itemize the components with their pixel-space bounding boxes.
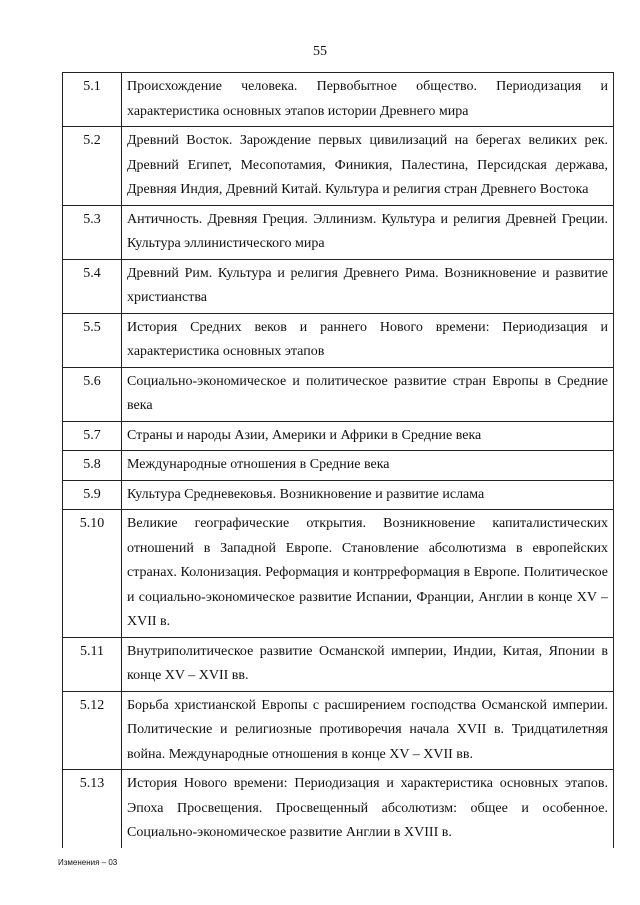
row-topic: Античность. Древняя Греция. Эллинизм. Культура и религия Древней Греции. Культура эллинистического мира <box>122 205 614 259</box>
table-row <box>63 510 614 638</box>
table-row <box>63 313 614 367</box>
row-topic: Борьба христианской Европы с расширением господства Османской империи. Политические и религиозные противоречия начала XVII в. Тридцатилетняя война. Международные отношения в конце XV – XVII вв. <box>122 691 614 770</box>
table-row <box>63 421 614 451</box>
row-number: 5.13 <box>63 770 122 848</box>
topics-table <box>62 72 614 848</box>
footer-revision: Изменения – 03 <box>58 858 118 867</box>
row-topic: Древний Рим. Культура и религия Древнего Рима. Возникновение и развитие христианства <box>122 259 614 313</box>
row-number: 5.3 <box>63 205 122 259</box>
row-number: 5.4 <box>63 259 122 313</box>
row-topic: Международные отношения в Средние века <box>122 451 614 481</box>
row-number: 5.11 <box>63 637 122 691</box>
table-row <box>63 205 614 259</box>
table-row <box>63 127 614 206</box>
table-row <box>63 451 614 481</box>
row-topic: История Средних веков и раннего Нового времени: Периодизация и характеристика основных этапов <box>122 313 614 367</box>
row-topic: Происхождение человека. Первобытное общество. Периодизация и характеристика основных этапов истории Древнего мира <box>122 73 614 127</box>
table-row <box>63 367 614 421</box>
table-row <box>63 480 614 510</box>
row-number: 5.7 <box>63 421 122 451</box>
row-topic: Великие географические открытия. Возникновение капиталистических отношений в Западной Европе. Становление абсолютизма в европейских странах. Колонизация. Реформация и контрреформация в Европе. Политическое и социально-экономическое развитие Испании, Франции, Англии в конце XV – XVII в. <box>122 510 614 638</box>
row-number: 5.8 <box>63 451 122 481</box>
row-topic: История Нового времени: Периодизация и характеристика основных этапов. Эпоха Просвещения. Просвещенный абсолютизм: общее и особенное. Социально-экономическое развитие Англии в XVIII в. <box>122 770 614 848</box>
row-number: 5.6 <box>63 367 122 421</box>
table-row <box>63 770 614 848</box>
table-row <box>63 637 614 691</box>
table-row <box>63 259 614 313</box>
row-number: 5.5 <box>63 313 122 367</box>
row-number: 5.1 <box>63 73 122 127</box>
table-row <box>63 691 614 770</box>
row-topic: Внутриполитическое развитие Османской империи, Индии, Китая, Японии в конце XV – XVII вв. <box>122 637 614 691</box>
row-number: 5.10 <box>63 510 122 638</box>
table-row <box>63 73 614 127</box>
row-number: 5.12 <box>63 691 122 770</box>
row-topic: Социально-экономическое и политическое развитие стран Европы в Средние века <box>122 367 614 421</box>
row-number: 5.9 <box>63 480 122 510</box>
page-number: 55 <box>313 44 327 59</box>
row-topic: Древний Восток. Зарождение первых цивилизаций на берегах великих рек. Древний Египет, Месопотамия, Финикия, Палестина, Персидская держава, Древняя Индия, Древний Китай. Культура и религия стран Древнего Востока <box>122 127 614 206</box>
row-number: 5.2 <box>63 127 122 206</box>
row-topic: Страны и народы Азии, Америки и Африки в Средние века <box>122 421 614 451</box>
topics-table-body <box>63 73 614 848</box>
row-topic: Культура Средневековья. Возникновение и развитие ислама <box>122 480 614 510</box>
